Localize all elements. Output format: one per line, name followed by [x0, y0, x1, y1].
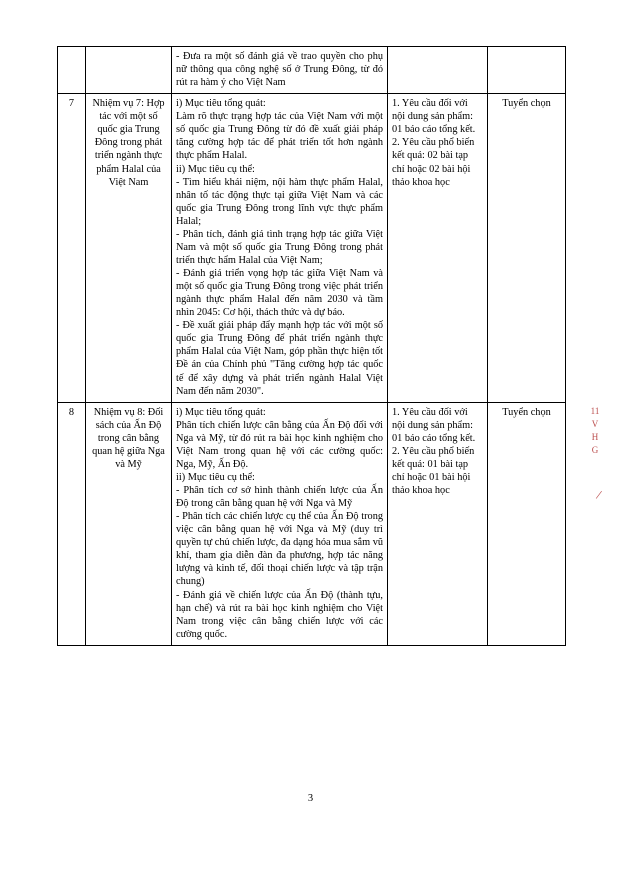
- row-content-cell: [172, 94, 388, 402]
- requirement-paragraph: 2. Yêu cầu phổ biến kết quả: 02 bài tạp chí hoặc 02 bài hội thảo khoa học: [392, 137, 475, 188]
- row-requirement-cell: [388, 94, 488, 402]
- row-requirement-cell: [388, 402, 488, 645]
- content-paragraph: Làm rõ thực trạng hợp tác của Việt Nam với một số quốc gia Trung Đông từ đó đề xuất giải pháp tăng cường hợp tác để phát triển tốt hơn ngành thực phẩm Halal.: [176, 111, 383, 162]
- table-row: [58, 402, 566, 645]
- margin-annotation-line: 11: [590, 406, 600, 416]
- margin-annotation-line: H: [591, 432, 599, 443]
- requirement-paragraph: 2. Yêu cầu phổ biến kết quả: 01 bài tạp chí hoặc 01 bài hội thảo khoa học: [392, 445, 475, 496]
- table-row: [58, 94, 566, 402]
- content-paragraph: i) Mục tiêu tổng quát:: [176, 406, 266, 418]
- row-content-cell: [172, 47, 388, 94]
- content-paragraph: Phân tích chiến lược cân bằng của Ấn Độ đối với Nga và Mỹ, từ đó rút ra bài học kinh nghiệm cho Việt Nam trong quan hệ với các cường quốc: Nga, Mỹ, Ấn Độ.: [176, 419, 383, 470]
- row-task-name-cell: Nhiệm vụ 7: Hợp tác với một số quốc gia Trung Đông trong phát triển ngành thực phẩm Halal của Việt Nam: [86, 94, 172, 402]
- margin-slash-mark: /: [595, 486, 604, 503]
- content-paragraph: - Phân tích các chiến lược cụ thể của Ấn Độ trong việc cân bằng quan hệ với Nga và Mỹ (duy trì quyền tự chủ chiến lược, đa dạng hóa mua sắm vũ khí, tham gia diễn đàn đa phương, hợp tác năng lượng và kinh tế, đối thoại chiến lược và tập trận chung): [176, 511, 383, 588]
- margin-annotation-line: V: [591, 419, 599, 430]
- tasks-table: [57, 46, 566, 646]
- row-mode-cell: Tuyển chọn: [488, 402, 566, 645]
- row-mode-cell: [488, 47, 566, 94]
- content-paragraph: - Tìm hiểu khái niệm, nội hàm thực phẩm Halal, nhân tố tác động thực tại giữa Việt Nam và các quốc gia Trung Đông trong lĩnh vực thực phẩm Halal;: [176, 176, 383, 227]
- content-paragraph: - Phân tích, đánh giá tình trạng hợp tác giữa Việt Nam và một số quốc gia Trung Đông trong phát triển thực hẩm Halal của Việt Nam;: [176, 228, 383, 266]
- content-paragraph: ii) Mục tiêu cụ thể:: [176, 471, 255, 483]
- margin-annotation-line: G: [591, 445, 599, 456]
- row-task-name-cell: Nhiệm vụ 8: Đối sách của Ấn Độ trong cân bằng quan hệ giữa Nga và Mỹ: [86, 402, 172, 645]
- row-number-cell: [58, 47, 86, 94]
- content-paragraph: ii) Mục tiêu cụ thể:: [176, 163, 255, 175]
- row-task-name-cell: [86, 47, 172, 94]
- content-paragraph: - Phân tích cơ sở hình thành chiến lược của Ấn Độ trong cân bằng quan hệ với Nga và Mỹ: [176, 485, 383, 510]
- row-number-cell: 7: [58, 94, 86, 402]
- content-paragraph: - Đề xuất giải pháp đẩy mạnh hợp tác với một số quốc gia Trung Đông để phát triển ngành thực phẩm Halal của Việt Nam, góp phần thực hiện tốt Đề án của Chính phủ "Tăng cường hợp tác quốc tế để xây dựng và phát triển ngành Halal Việt Nam đến năm 2030".: [176, 320, 383, 397]
- content-paragraph: - Đánh giá triển vọng hợp tác giữa Việt Nam và một số quốc gia Trung Đông trong việc phát triển ngành thực phẩm Halal đến năm 2030 và tầm nhìn 2045: Cơ hội, thách thức và dự báo.: [176, 268, 383, 319]
- row-number-cell: 8: [58, 402, 86, 645]
- row-requirement-cell: [388, 47, 488, 94]
- margin-annotation: [583, 405, 607, 457]
- table-row: [58, 47, 566, 94]
- content-paragraph: - Đánh giá về chiến lược của Ấn Độ (thành tựu, hạn chế) và rút ra bài học kinh nghiệm cho Việt Nam trong việc cân bằng chiến lược với các cường quốc.: [176, 589, 383, 640]
- requirement-paragraph: 1. Yêu cầu đối với nội dung sản phẩm: 01 báo cáo tổng kết.: [392, 406, 476, 444]
- requirement-paragraph: 1. Yêu cầu đối với nội dung sản phẩm: 01 báo cáo tổng kết.: [392, 98, 476, 136]
- row-mode-cell: Tuyển chọn: [488, 94, 566, 402]
- content-paragraph: i) Mục tiêu tổng quát:: [176, 98, 266, 110]
- row-content-cell: [172, 402, 388, 645]
- content-paragraph: - Đưa ra một số đánh giá về trao quyền cho phụ nữ thông qua công nghệ số ở Trung Đông, từ đó rút ra hàm ý cho Việt Nam: [176, 51, 383, 89]
- page-number: 3: [307, 793, 314, 804]
